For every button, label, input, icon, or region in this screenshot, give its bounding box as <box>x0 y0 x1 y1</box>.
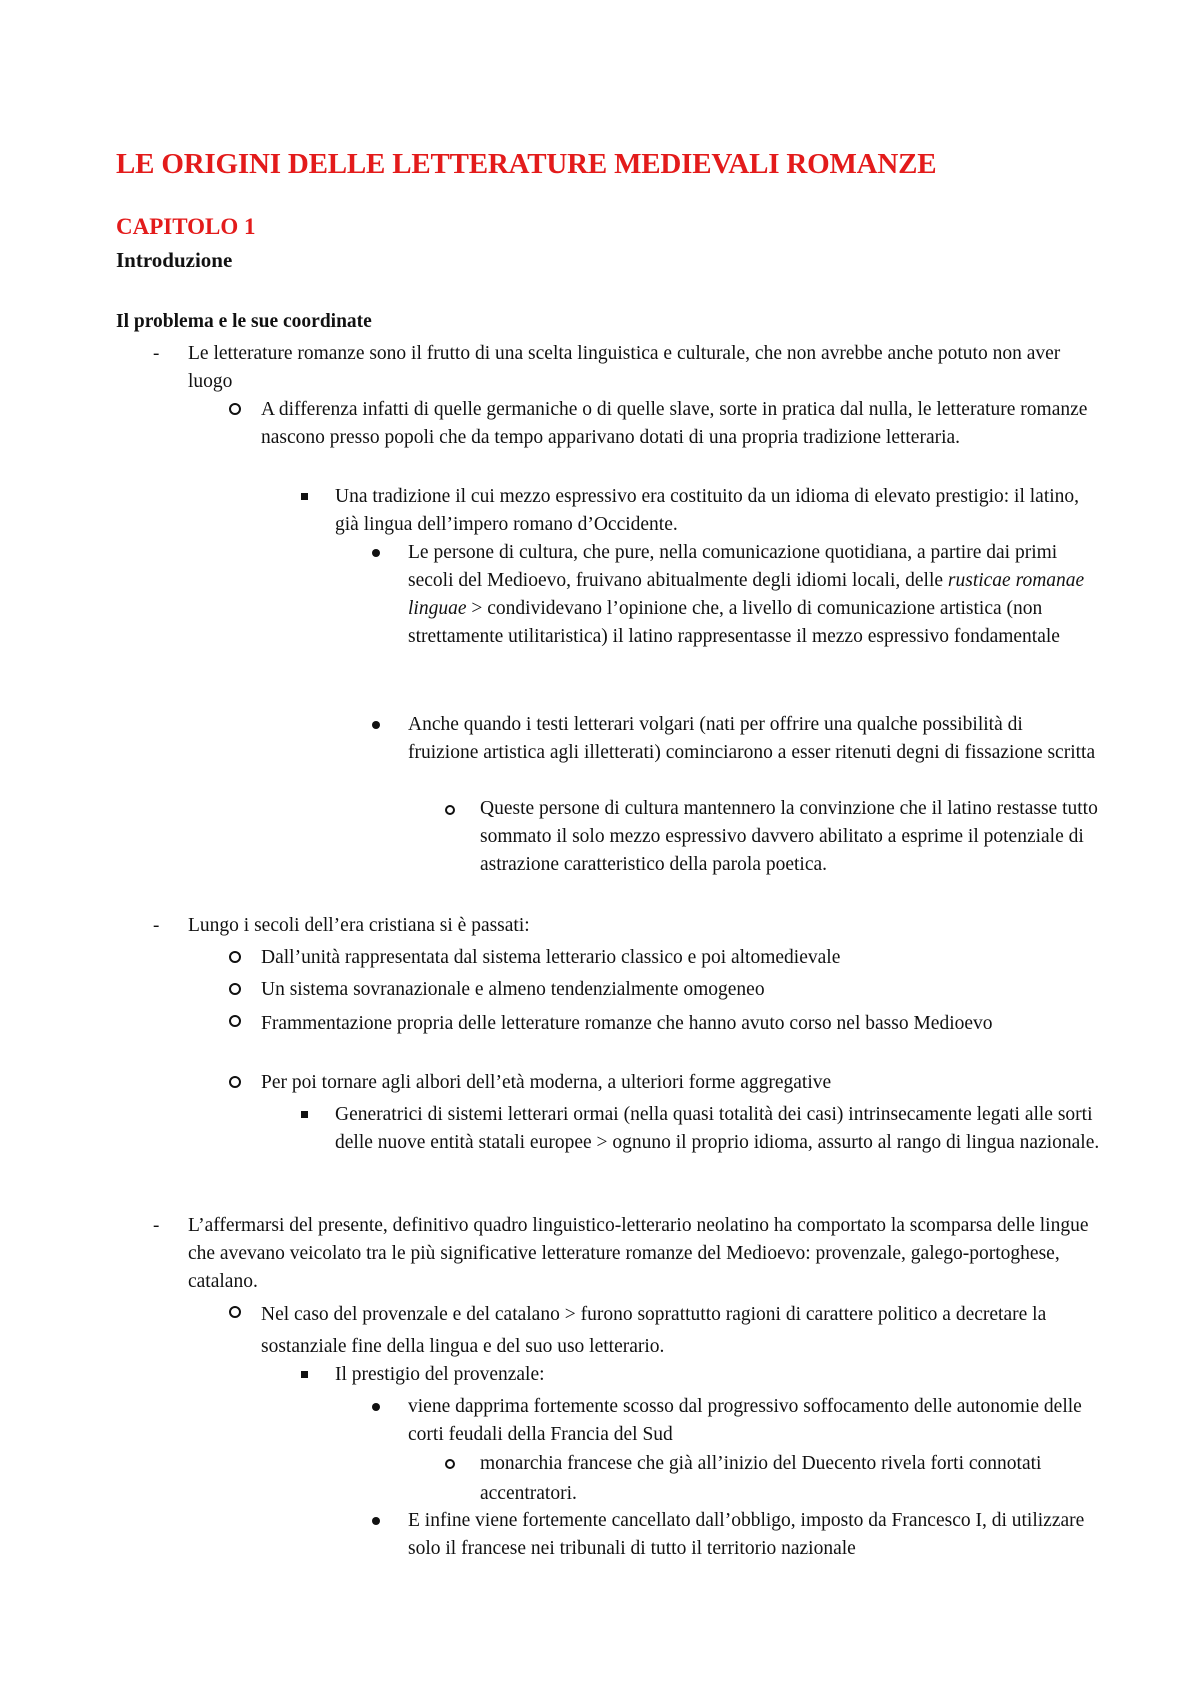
list-item-text: Anche quando i testi letterari volgari (nati per offrire una qualche possibilità di fruizione artistica agli illetterati) cominciarono a esser ritenuti degni di fissazione scritta <box>408 714 1096 763</box>
list-item <box>188 1212 1093 1296</box>
circle-bullet-icon <box>229 1306 241 1318</box>
circle-bullet-icon <box>445 805 455 815</box>
chapter-heading: CAPITOLO 1 <box>116 214 256 239</box>
list-item <box>261 1008 1101 1040</box>
list-item <box>335 483 1105 539</box>
list-item-text: viene dapprima fortemente scosso dal progressivo soffocamento delle autonomie delle corti feudali della Francia del Sud <box>408 1396 1082 1445</box>
circle-bullet-icon <box>229 403 241 415</box>
list-item <box>261 944 1091 972</box>
list-item-text: Una tradizione il cui mezzo espressivo era costituito da un idioma di elevato prestigio: il latino, già lingua dell’impero romano d’Occidente. <box>335 486 1080 535</box>
disc-bullet-icon <box>372 549 380 557</box>
disc-bullet-icon <box>372 1517 380 1525</box>
list-item-text: Dall’unità rappresentata dal sistema letterario classico e poi altomedievale <box>261 947 841 968</box>
circle-bullet-icon <box>229 951 241 963</box>
circle-bullet-icon <box>229 983 241 995</box>
square-bullet-icon <box>301 493 308 500</box>
list-item-text: Lungo i secoli dell’era cristiana si è passati: <box>188 915 530 936</box>
list-item <box>188 340 1088 396</box>
list-item-text: monarchia francese che già all’inizio del Duecento rivela forti connotati accentratori. <box>480 1453 1042 1504</box>
list-item <box>335 1361 1105 1389</box>
circle-bullet-icon <box>229 1015 241 1027</box>
list-item-text: A differenza infatti di quelle germaniche o di quelle slave, sorte in pratica dal nulla, le letterature romanze nascono presso popoli che da tempo apparivano dotati di una propria tradizione letteraria. <box>261 399 1088 448</box>
list-item <box>408 1507 1098 1563</box>
circle-bullet-icon <box>229 1076 241 1088</box>
circle-bullet-icon <box>445 1459 455 1469</box>
disc-bullet-icon <box>372 1403 380 1411</box>
document-title: LE ORIGINI DELLE LETTERATURE MEDIEVALI ROMANZE <box>116 148 937 180</box>
list-item <box>188 912 1088 940</box>
square-bullet-icon <box>301 1371 308 1378</box>
list-item-text: Frammentazione propria delle letterature romanze che hanno avuto corso nel basso Medioevo <box>261 1013 993 1034</box>
square-bullet-icon <box>301 1111 308 1118</box>
latin-phrase: rusticae romanae linguae <box>408 570 1085 619</box>
list-item <box>408 1393 1108 1449</box>
list-item-text: Il prestigio del provenzale: <box>335 1364 545 1385</box>
list-item <box>261 1299 1101 1363</box>
list-item-text: Per poi tornare agli albori dell’età moderna, a ulteriori forme aggregative <box>261 1072 832 1093</box>
list-item-text: Queste persone di cultura mantennero la convinzione che il latino restasse tutto sommato il solo mezzo espressivo davvero abilitato a esprime il potenziale di astrazione caratteristico della parola poetica. <box>480 798 1098 875</box>
list-item <box>261 1069 1091 1097</box>
disc-bullet-icon <box>372 721 380 729</box>
list-item <box>408 711 1098 767</box>
dash-bullet: - <box>153 1215 160 1236</box>
list-item-text: E infine viene fortemente cancellato dall’obbligo, imposto da Francesco I, di utilizzare solo il francese nei tribunali di tutto il territorio nazionale <box>408 1510 1085 1559</box>
dash-bullet: - <box>153 343 160 364</box>
chapter-subtitle: Introduzione <box>116 248 233 272</box>
list-item-text: Le persone di cultura, che pure, nella comunicazione quotidiana, a partire dai primi secoli del Medioevo, fruivano abitualmente degli idiomi locali, delle rusticae romanae linguae > condividevano l’opinione che, a livello di comunicazione artistica (non strettamente utilitaristica) il latino rappresentasse il mezzo espressivo fondamentale <box>408 542 1085 647</box>
list-item-text: Generatrici di sistemi letterari ormai (nella quasi totalità dei casi) intrinsecamente legati alle sorti delle nuove entità statali europee > ognuno il proprio idioma, assurto al rango di lingua nazionale. <box>335 1104 1100 1153</box>
list-item <box>480 1449 1110 1509</box>
list-item <box>261 976 1091 1004</box>
list-item-text: Nel caso del provenzale e del catalano > furono soprattutto ragioni di carattere politico a decretare la sostanziale fine della lingua e del suo uso letterario. <box>261 1304 1047 1357</box>
list-item <box>408 539 1103 651</box>
list-item <box>335 1101 1105 1157</box>
list-item-text: L’affermarsi del presente, definitivo quadro linguistico-letterario neolatino ha comportato la scomparsa delle lingue che avevano veicolato tra le più significative letterature romanze del Medioevo: provenzale, galego-portoghese, catalano. <box>188 1215 1089 1292</box>
dash-bullet: - <box>153 915 160 936</box>
list-item <box>480 795 1100 879</box>
list-item-text: Un sistema sovranazionale e almeno tendenzialmente omogeneo <box>261 979 765 1000</box>
section-heading: Il problema e le sue coordinate <box>116 311 372 332</box>
list-item <box>261 396 1091 452</box>
list-item-text: Le letterature romanze sono il frutto di una scelta linguistica e culturale, che non avrebbe anche potuto non aver luogo <box>188 343 1061 392</box>
